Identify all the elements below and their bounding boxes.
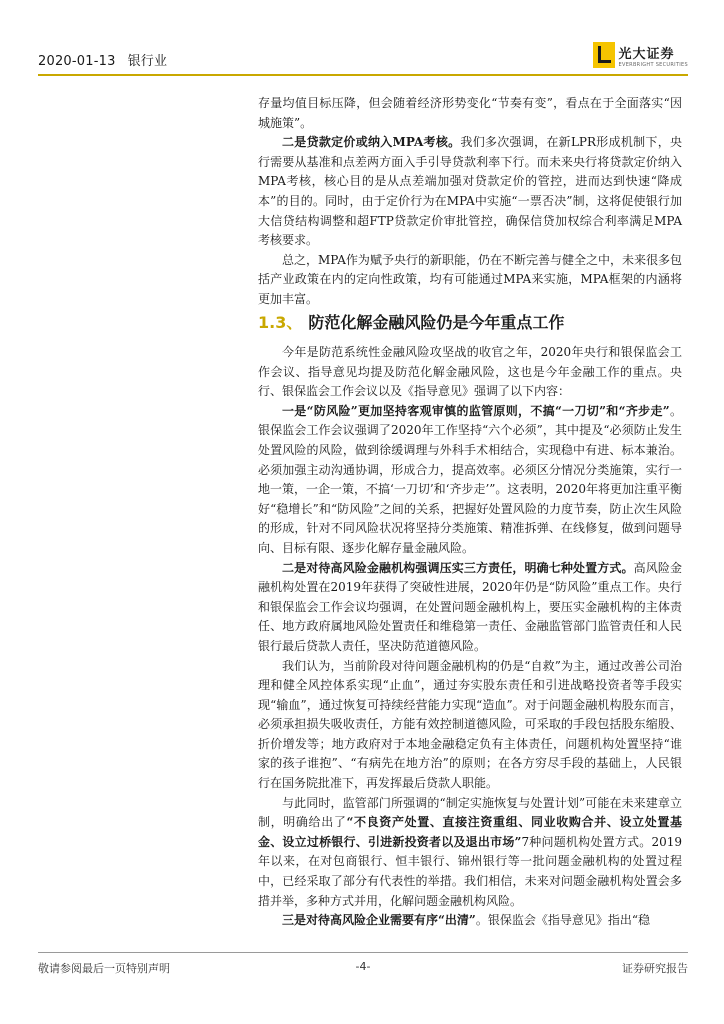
paragraph [258,794,682,912]
paragraph [258,559,682,657]
section-heading [258,310,682,333]
body-top [258,94,682,310]
header-divider [38,74,688,76]
paragraph-lead: 二是贷款定价或纳入MPA考核。 [282,135,461,150]
paragraph: 我们认为，当前阶段对待问题金融机构的仍是“自救”为主，通过改善公司治理和健全风控体系实现“止血”，通过夯实股东责任和引进战略投资者等手段实现“输血”，通过恢复可持续经营能力实现“造血”。对于问题金融机构股东而言，必须承担损失吸收责任，方能有效控制道德风险，可采取的手段包括股东缩股、折价增发等；地方政府对于本地金融稳定负有主体责任，问题机构处置坚持“谁家的孩子谁抱”、“有病先在地方治”的原则；在各方穷尽手段的基础上，人民银行在国务院批准下，再发挥最后贷款人职能。 [258,658,682,791]
paragraph-lead: 一是“防风险”更加坚持客观审慎的监管原则，不搞“一刀切”和“齐步走” [282,403,670,418]
paragraph [258,402,682,559]
paragraph: 今年是防范系统性金融风险攻坚战的收官之年，2020年央行和银保监会工作会议、指导意见均提及防范化解金融风险，这也是今年金融工作的重点。央行、银保监会工作会议以及《指导意见》强调了以下内容： [258,345,682,399]
page-number: -4- [355,960,371,973]
brand-logo [593,42,688,68]
footer-divider [38,952,688,953]
section-title-text: 防范化解金融风险仍是今年重点工作 [308,313,565,332]
paragraph-text: 我们多次强调，在新LPR形成机制下，央行需要从基准和点差两方面入手引导贷款利率下行。而未来央行将贷款定价纳入MPA考核，核心目的是从点差端加强对贷款定价的管控，进而达到快速“降成本”的目的。同时，由于定价行为在MPA中实施“一票否决”制，这将促使银行加大信贷结构调整和超FTP贷款定价审批管控，确保信贷加权综合利率满足MPA考核要求。 [258,135,682,248]
logo-name: 光大证券 [618,46,675,62]
report-date: 2020-01-13 [38,54,116,69]
body-main [258,343,682,931]
logo-english: EVERBRIGHT SECURITIES [618,61,688,68]
header-meta [38,50,167,69]
paragraph-emphasis: “不良资产处置、直接注资重组、同业收购合并、设立处置基金、设立过桥银行、引进新投资者以及退出市场” [258,815,682,849]
paragraph-lead: 三是对待高风险企业需要有序“出清” [282,913,476,928]
report-type: 证券研究报告 [622,962,688,975]
disclaimer-note: 敬请参阅最后一页特别声明 [38,962,170,975]
paragraph: 存量均值目标压降，但会随着经济形势变化“节奏有变”，看点在于全面落实“因城施策”。 [258,96,682,130]
paragraph [258,911,682,931]
paragraph-text: 7种问题机构处置方式。2019年以来，在对包商银行、恒丰银行、锦州银行等一批问题金融机构的处置过程中，已经采取了部分有代表性的举措。我们相信，未来对问题金融机构处置会多措并举，多种方式并用，化解问题金融机构风险。 [258,834,682,908]
industry-label: 银行业 [127,54,168,69]
paragraph-text: 与此同时，监管部门所强调的“制定实施恢复与处置计划”可能在未来建章立制，明确给出了 [258,795,682,830]
logo-mark-icon [593,42,615,68]
paragraph-text: 。银保监会工作会议强调了2020年工作坚持“六个必须”，其中提及“必须防止发生处置风险的风险，做到徐缓调理与外科手术相结合，实现稳中有进、标本兼治。必须加强主动沟通协调，形成合力，提高效率。必须区分情况分类施策，实行一地一策，一企一策，不搞‘一刀切’和‘齐步走’”。这表明，2020年将更加注重平衡好“稳增长”和“防风险”之间的关系，把握好处置风险的力度节奏，防止次生风险的形成，针对不同风险状况将坚持分类施策、精准拆弹、在线修复，做到问题导向、目标有限、逐步化解存量金融风险。 [258,403,682,555]
paragraph-lead: 二是对待高风险金融机构强调压实三方责任，明确七种处置方式。 [282,560,634,575]
page-header [38,42,688,72]
section-number: 1.3、 [258,313,303,332]
paragraph: 总之，MPA作为赋予央行的新职能，仍在不断完善与健全之中，未来很多包括产业政策在内的定向性政策，均有可能通过MPA来实施，MPA框架的内涵将更加丰富。 [258,252,682,306]
paragraph [258,133,682,251]
paragraph-text: 高风险金融机构处置在2019年获得了突破性进展，2020年仍是“防风险”重点工作。央行和银保监会工作会议均强调，在处置问题金融机构上，要压实金融机构的主体责任、地方政府属地风险处置责任和维稳第一责任、金融监管部门监管责任和人民银行最后贷款人责任，坚决防范道德风险。 [258,560,682,653]
paragraph-text: 。银保监会《指导意见》指出“稳 [475,913,650,928]
